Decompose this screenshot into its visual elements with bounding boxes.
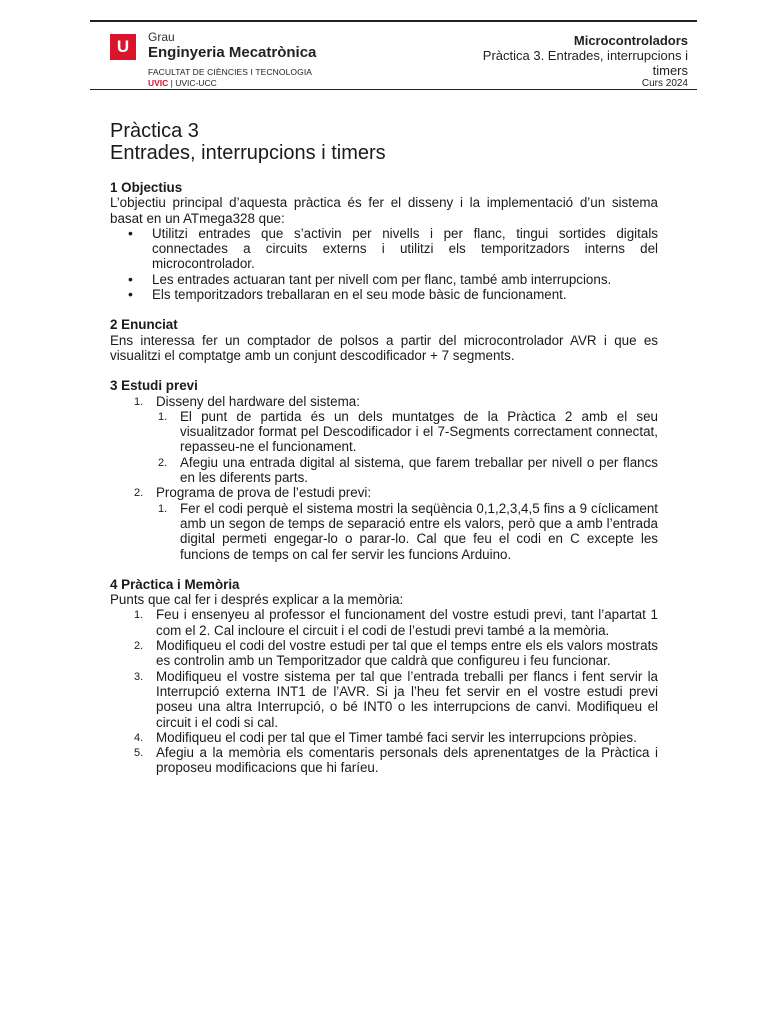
list-item: [110, 730, 658, 745]
sub-list-item-text: Fer el codi perquè el sistema mostri la seqüència 0,1,2,3,4,5 fins a 9 cíclicament amb un segon de temps de separació entre els valors, però que a amb l’entrada digital permeti engegar-lo o parar-lo. Cal que feu el codi en C excepte les funcions de temps on cal fer servir les funcions Arduino.: [180, 500, 658, 562]
sub-list-item: [156, 501, 658, 562]
list-item-text: Afegiu a la memòria els comentaris personals dels aprenentatges de la Pràctica i proposeu modificacions que hi faríeu.: [156, 745, 658, 776]
list-number: 2.: [134, 487, 144, 500]
header-top-rule: [90, 20, 697, 22]
section-enunciat-title: 2 Enunciat: [110, 317, 178, 333]
page-title: [110, 120, 658, 164]
list-item-text: Disseny del hardware del sistema:: [156, 393, 360, 409]
document-body: [110, 120, 658, 776]
section-practica-memoria-intro: Punts que cal fer i després explicar a la memòria:: [110, 592, 404, 608]
practica-memoria-list: [110, 607, 658, 775]
sub-list-item-text: El punt de partida és un dels muntatges de la Pràctica 2 amb el seu visualitzador format pel Descodificador i el 7-Segments correctament connectat, repasseu-ne el funcionament.: [180, 408, 658, 455]
logo-uvic-rest: | UVIC-UCC: [168, 78, 217, 88]
list-item: [110, 394, 658, 486]
list-item: [110, 669, 658, 730]
list-item: [110, 607, 658, 638]
list-item-text: Modifiqueu el vostre sistema per tal que l’entrada treballi per flancs i fent servir la Interrupció externa INT1 de l’AVR. Si ja l’heu fet servir en el vostre estudi previ poseu una altra Interrupció, o bé INT0 o les interrupcions de canvi. Modifiqueu el circuit i el codi si cal.: [156, 668, 658, 730]
sub-list-item-text: Afegiu una entrada digital al sistema, que farem treballar per nivell o per flancs en les diferents parts.: [180, 454, 658, 486]
list-number: 1.: [158, 410, 168, 423]
title-line2: Entrades, interrupcions i timers: [110, 142, 386, 164]
title-line1: Pràctica 3: [110, 120, 199, 142]
list-number: 1.: [158, 502, 168, 515]
section-estudi-previ-title: 3 Estudi previ: [110, 378, 198, 394]
objectius-list: [110, 226, 658, 302]
practice-subtitle-line2: timers: [652, 63, 688, 78]
sub-list: [156, 409, 658, 485]
list-number: 2.: [134, 640, 144, 653]
list-item-text: Modifiqueu el codi per tal que el Timer també faci servir les interrupcions pròpies.: [156, 729, 637, 745]
section-objectius-intro: L’objectiu principal d’aquesta pràctica és fer el disseny i la implementació d’un sistema basat en un ATmega328 que:: [110, 195, 658, 226]
list-item-text: Feu i ensenyeu al professor el funcionament del vostre estudi previ, tant l’apartat 1 com el 2. Cal incloure el circuit i el codi de l’estudi previ també a la memòria.: [156, 607, 658, 638]
logo-text: [148, 30, 316, 89]
logo-program: Enginyeria Mecatrònica: [148, 44, 317, 61]
list-item: [110, 745, 658, 776]
list-number: 1.: [134, 609, 144, 622]
list-item: • Les entrades actuaran tant per nivell com per flanc, també amb interrupcions.: [110, 272, 658, 287]
section-objectius-title: 1 Objectius: [110, 180, 183, 195]
logo-university: [148, 78, 316, 89]
list-number: 2.: [158, 456, 168, 469]
uvic-logo-icon: U: [110, 34, 136, 60]
list-item-text: Programa de prova de l’estudi previ:: [156, 485, 372, 501]
logo-grau: Grau: [148, 30, 175, 44]
list-item: [110, 485, 658, 561]
list-item: • Els temporitzadors treballaran en el seu mode bàsic de funcionament.: [110, 287, 658, 302]
list-item: • Utilitzi entrades que s’activin per nivells i per flanc, tingui sortides digitals connectades a circuits externs i utilitzi els temporitzadors interns del microcontrolador.: [110, 226, 658, 272]
list-item-text: Modifiqueu el codi del vostre estudi per tal que el temps entre els els valors mostrats es controlin amb un Temporitzador que caldrà que configureu i feu funcionar.: [156, 638, 658, 669]
list-item: [110, 638, 658, 669]
estudi-previ-list: [110, 394, 658, 562]
section-practica-memoria-title: 4 Pràctica i Memòria: [110, 576, 240, 592]
list-number: 1.: [134, 395, 144, 408]
course-name: Microcontroladors: [573, 33, 688, 48]
logo-uvic-brand: UVIC: [148, 78, 169, 88]
sub-list: [156, 501, 658, 562]
practice-subtitle-line1: Pràctica 3. Entrades, interrupcions i: [482, 48, 688, 63]
header-bottom-rule: [90, 89, 697, 90]
section-enunciat-text: Ens interessa fer un comptador de polsos a partir del microcontrolador AVR i que es visualitzi el comptatge amb un conjunt descodificador + 7 segments.: [110, 332, 658, 363]
list-number: 4.: [134, 731, 144, 744]
list-number: 3.: [134, 670, 144, 683]
header-course-info: [428, 33, 688, 89]
sub-list-item: [156, 409, 658, 455]
list-number: 5.: [134, 747, 144, 760]
sub-list-item: [156, 455, 658, 486]
header-cut-text: Curs 2024: [641, 78, 688, 89]
logo-faculty: FACULTAT DE CIÈNCIES I TECNOLOGIA: [148, 67, 313, 77]
